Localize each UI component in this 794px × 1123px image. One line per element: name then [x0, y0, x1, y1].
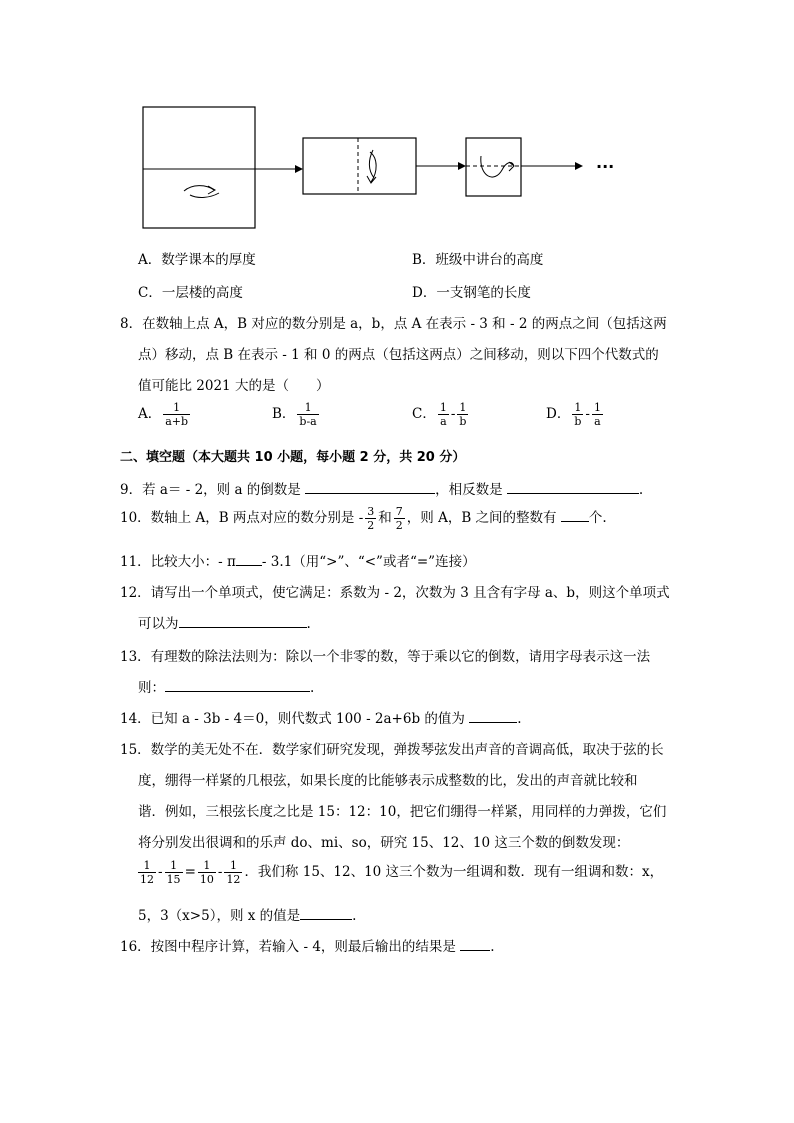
q15-line-2: 度，绷得一样紧的几根弦，如果长度的比能够表示成整数的比，发出的声音就比较和 [138, 773, 638, 789]
q13-line-1: 13．有理数的除法法则为：除以一个非零的数，等于乘以它的倒数，请用字母表示这一法 [120, 649, 651, 665]
q14: 14．已知 a - 3b - 4＝0，则代数式 100 - 2a+6b 的值为 . [120, 711, 522, 727]
fold-curl-icon-3 [481, 156, 514, 177]
fold-curl-icon-2 [367, 150, 376, 183]
q8-line-1: 8．在数轴上点 A，B 对应的数分别是 a，b，点 A 在表示 - 3 和 - 2 的两点之间（包括这两 [120, 316, 667, 332]
q9: 9．若 a＝ - 2，则 a 的倒数是 ，相反数是 . [120, 482, 644, 498]
q15-line-6: 5，3（x>5），则 x 的值是 . [138, 908, 357, 924]
q8-option-c: C． $\frac{1}{a}$ - $\frac{1}{b}$ [412, 401, 467, 428]
q8-line-3: 值可能比 2021 大的是（ ） [138, 378, 330, 394]
fold-arrow-3-head [575, 162, 583, 170]
q7-option-c: C．一层楼的高度 [138, 285, 243, 301]
q8-line-2: 点）移动，点 B 在表示 - 1 和 0 的两点（包括这两点）之间移动，则以下四个代数式的 [138, 347, 659, 363]
q8-option-d: D． $\frac{1}{b}$ - $\frac{1}{a}$ [546, 401, 601, 428]
fold-arrow-1-head [295, 165, 303, 173]
q16: 16．按图中程序计算，若输入 - 4，则最后输出的结果是 . [120, 939, 495, 955]
q15-line-4: 将分别发出很调和的乐声 do、mi、so，研究 15、12、10 这三个数的倒数发现： [138, 835, 630, 851]
folding-diagram [0, 0, 794, 240]
fold-curl-icon-1 [184, 186, 219, 198]
q15-line-3: 谐．例如，三根弦长度之比是 15：12：10，把它们绷得一样紧，用同样的力弹拨，它们 [138, 804, 667, 820]
q10: 10．数轴上 A，B 两点对应的数分别是 - $\frac{3}{2}$ 和 $\frac{7}{2}$ ，则 A，B 之间的整数有 个. [120, 505, 607, 532]
q12-line-2: 可以为 . [138, 616, 311, 632]
section-2-title: 二、填空题（本大题共 10 小题，每小题 2 分，共 20 分） [120, 450, 466, 465]
q7-option-d: D．一支钢笔的长度 [412, 285, 531, 301]
q12-line-1: 12．请写出一个单项式，使它满足：系数为 - 2，次数为 3 且含有字母 a、b，则这个单项式 [120, 585, 670, 601]
q8-option-a: A． $\frac{1}{a+b}$ [138, 401, 189, 428]
q15-line-1: 15．数学的美无处不在．数学家们研究发现，弹拨琴弦发出声音的音调高低，取决于弦的长 [120, 742, 664, 758]
q8-option-b: B． $\frac{1}{b-a}$ [272, 401, 317, 428]
q7-option-b: B．班级中讲台的高度 [412, 252, 544, 268]
paper-square [143, 107, 255, 228]
q15-line-5: $\frac{1}{12}$ - $\frac{1}{15}$ = $\frac{1}{10}$ - $\frac{1}{12}$ ．我们称 15、12、10 这三个数为一组调和数．现有一组调和数：x， [140, 859, 664, 886]
fold-arrow-2-head [458, 162, 466, 170]
q11: 11．比较大小：- π - 3.1（用“>”、“<”或者“=”连接） [120, 554, 476, 570]
paper-half [303, 138, 416, 194]
q7-option-a: A．数学课本的厚度 [138, 252, 256, 268]
figure-ellipsis: ··· [596, 157, 615, 176]
q13-line-2: 则： . [138, 680, 315, 696]
